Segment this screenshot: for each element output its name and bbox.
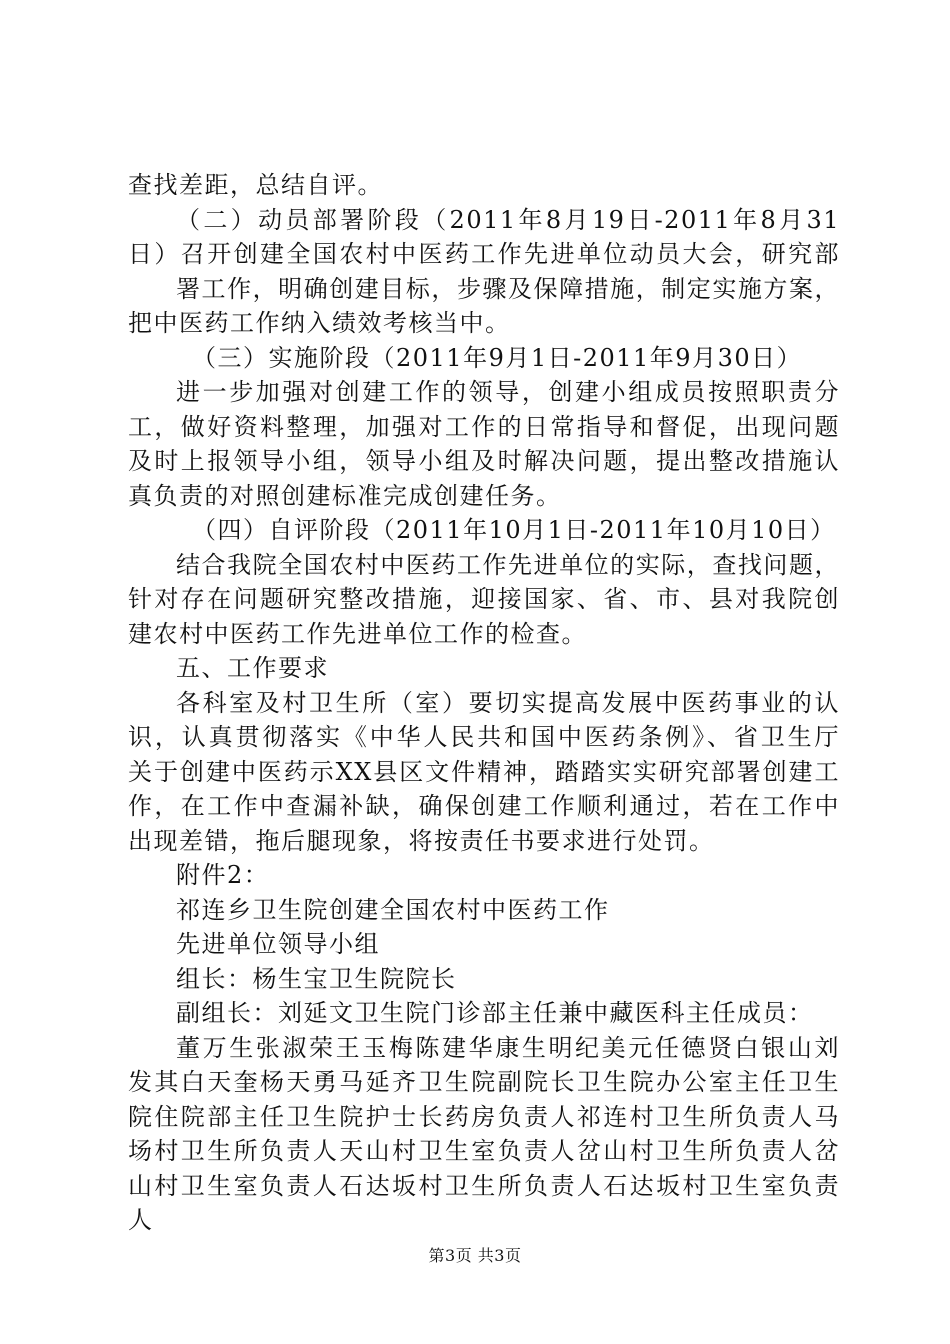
text-line: 查找差距，总结自评。 <box>128 171 383 199</box>
text-line: 组长：杨生宝卫生院院长 <box>176 964 457 993</box>
attachment-title: 祁连乡卫生院创建全国农村中医药工作 <box>176 895 610 924</box>
text-line: 出现差错，拖后腿现象，将按责任书要求进行处罚。 <box>128 826 715 855</box>
section-heading: 五、工作要求 <box>176 654 329 682</box>
text-line: 院住院部主任卫生院护士长药房负责人祁连村卫生所负责人马 <box>128 1102 840 1131</box>
text-line: 建农村中医药工作先进单位工作的检查。 <box>128 619 587 648</box>
attachment-label: 附件2： <box>176 861 270 889</box>
text-line: 发其白天奎杨天勇马延齐卫生院副院长卫生院办公室主任卫生 <box>128 1068 840 1096</box>
text-line: 进一步加强对创建工作的领导，创建小组成员按照职责分 <box>176 378 840 406</box>
attachment-title: 先进单位领导小组 <box>176 930 380 958</box>
text-line: 及时上报领导小组，领导小组及时解决问题，提出整改措施认 <box>128 447 840 475</box>
text-line: 副组长：刘延文卫生院门诊部主任兼中藏医科主任成员： <box>176 999 814 1027</box>
page-number: 第3页 共3页 <box>428 1246 522 1265</box>
text-line: 工，做好资料整理，加强对工作的日常指导和督促，出现问题 <box>128 412 840 441</box>
text-line: 针对存在问题研究整改措施，迎接国家、省、市、县对我院创 <box>128 585 840 613</box>
text-line: 结合我院全国农村中医药工作先进单位的实际，查找问题， <box>176 550 840 579</box>
document-body <box>128 168 840 1238</box>
text-line: （三）实施阶段（2011年9月1日-2011年9月30日） <box>192 343 803 372</box>
text-line: 人 <box>128 1206 154 1234</box>
text-line: 董万生张淑荣王玉梅陈建华康生明纪美元任德贤白银山刘 <box>176 1033 840 1062</box>
text-line: 作，在工作中查漏补缺，确保创建工作顺利通过，若在工作中 <box>128 792 840 820</box>
text-line: 日）召开创建全国农村中医药工作先进单位动员大会，研究部 <box>128 240 840 268</box>
text-line: 署工作，明确创建目标，步骤及保障措施，制定实施方案， <box>176 274 840 303</box>
text-line: 山村卫生室负责人石达坂村卫生所负责人石达坂村卫生室负责 <box>128 1171 840 1200</box>
text-line: 场村卫生所负责人天山村卫生室负责人岔山村卫生所负责人岔 <box>128 1137 840 1165</box>
text-line: 各科室及村卫生所（室）要切实提高发展中医药事业的认 <box>176 688 840 717</box>
text-line: 真负责的对照创建标准完成创建任务。 <box>128 481 562 510</box>
text-line: 识，认真贯彻落实《中华人民共和国中医药条例》、省卫生厅 <box>128 723 840 751</box>
text-line: （四）自评阶段（2011年10月1日-2011年10月10日） <box>192 516 836 544</box>
text-line: 关于创建中医药示XX县区文件精神，踏踏实实研究部署创建工 <box>128 757 840 786</box>
text-line: （二）动员部署阶段（2011年8月19日-2011年8月31 <box>176 205 840 234</box>
text-line: 把中医药工作纳入绩效考核当中。 <box>128 309 511 337</box>
